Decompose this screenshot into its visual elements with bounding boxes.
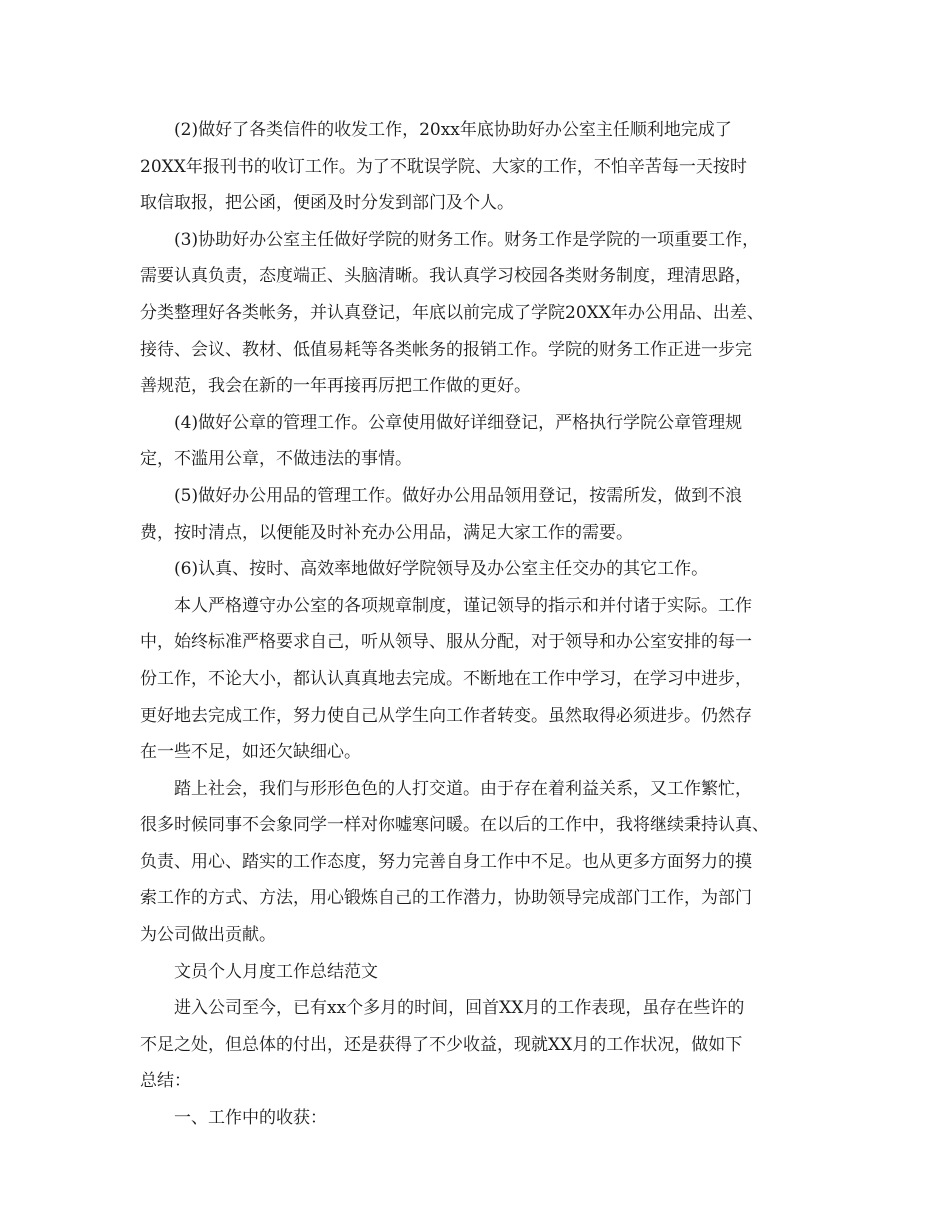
text-line: 索工作的方式、方法，用心锻炼自己的工作潜力，协助领导完成部门工作，为部门 [140,888,752,909]
text-line: 为公司做出贡献。 [140,925,276,946]
text-line: 在一些不足，如还欠缺细心。 [140,742,361,763]
text-line: (3)协助好办公室主任做好学院的财务工作。财务工作是学院的一项重要工作， [174,229,760,250]
text-line: 负责、用心、踏实的工作态度，努力完善自身工作中不足。也从更多方面努力的摸 [140,851,752,872]
text-line: 中，始终标准严格要求自己，听从领导、服从分配，对于领导和办公室安排的每一 [140,632,752,653]
text-line: 很多时候同事不会象同学一样对你嘘寒问暖。在以后的工作中，我将继续秉持认真、 [140,815,769,836]
text-line: 总结： [140,1071,191,1092]
text-line: 取信取报，把公函，便函及时分发到部门及个人。 [140,193,514,214]
text-line: 进入公司至今，已有xx个多月的时间，回首XX月的工作表现，虽存在些许的 [174,998,745,1019]
text-line: 20XX年报刊书的收订工作。为了不耽误学院、大家的工作，不怕辛苦每一天按时 [140,156,747,177]
document-body [140,112,820,1137]
text-line: 更好地去完成工作，努力使自己从学生向工作者转变。虽然取得必须进步。仍然存 [140,705,752,726]
text-line: 接待、会议、教材、低值易耗等各类帐务的报销工作。学院的财务工作正进一步完 [140,339,752,360]
text-line: (4)做好公章的管理工作。公章使用做好详细登记，严格执行学院公章管理规 [174,412,743,433]
text-line: (6)认真、按时、高效率地做好学院领导及办公室主任交办的其它工作。 [174,559,709,580]
text-line: 费，按时清点，以便能及时补充办公用品，满足大家工作的需要。 [140,522,633,543]
text-line: 善规范，我会在新的一年再接再厉把工作做的更好。 [140,376,531,397]
text-line: (2)做好了各类信件的收发工作，20xx年底协助好办公室主任顺利地完成了 [174,120,732,140]
text-line: 需要认真负责，态度端正、头脑清晰。我认真学习校园各类财务制度，理清思路， [140,266,752,287]
text-line: 文员个人月度工作总结范文 [174,961,378,982]
text-line: 不足之处，但总体的付出，还是获得了不少收益，现就XX月的工作状况，做如下 [140,1034,743,1055]
text-line: 份工作，不论大小，都认认真真地去完成。不断地在工作中学习，在学习中进步， [140,668,752,689]
text-line: 本人严格遵守办公室的各项规章制度，谨记领导的指示和并付诸于实际。工作 [174,595,752,616]
text-line: 踏上社会，我们与形形色色的人打交道。由于存在着利益关系，又工作繁忙， [174,778,752,799]
text-line: 定，不滥用公章，不做违法的事情。 [140,449,412,470]
text-line: 一、工作中的收获： [174,1108,327,1129]
text-line: (5)做好办公用品的管理工作。做好办公用品领用登记，按需所发，做到不浪 [174,485,743,506]
text-line: 分类整理好各类帐务，并认真登记，年底以前完成了学院20XX年办公用品、出差、 [140,302,764,323]
